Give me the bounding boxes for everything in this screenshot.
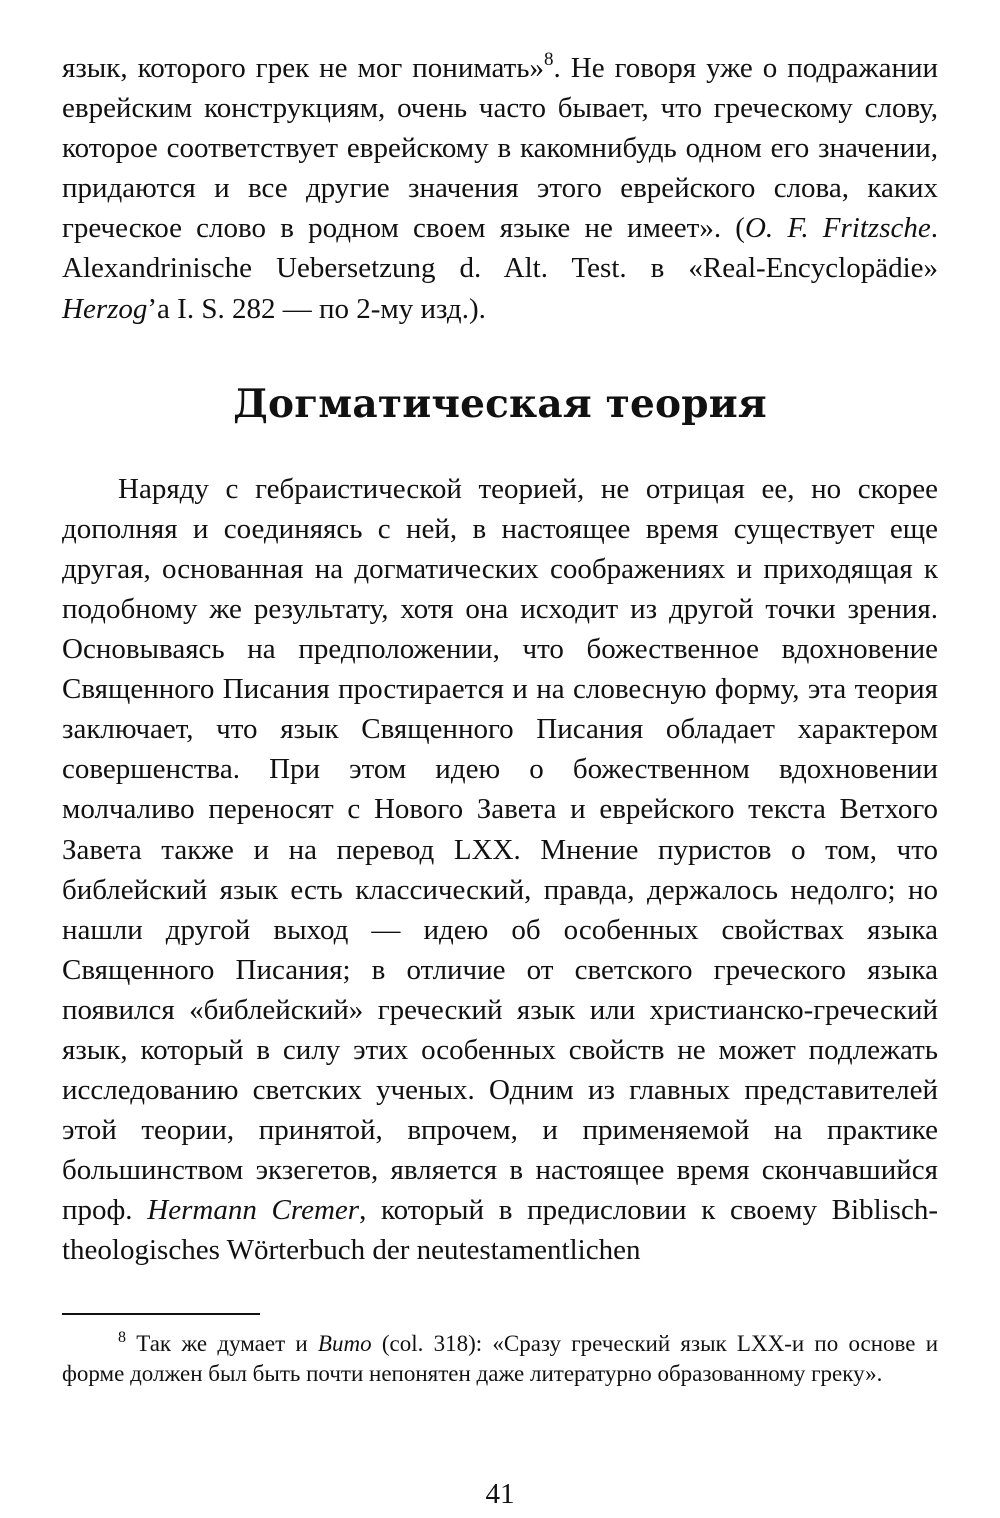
footnote-divider: [62, 1313, 260, 1315]
footnote-number: 8: [118, 1328, 126, 1346]
footnote: [62, 1329, 938, 1389]
body-paragraph: [62, 469, 938, 1271]
author-citation: O. F. Fritzsche: [744, 212, 931, 245]
footnote-vito: Вито: [317, 1330, 372, 1356]
body-text-1: Наряду с гебраистической теорией, не отрицая ее, но скорее дополняя и соединяясь с ней, в настоящее время существует еще другая, основанная на догматических соображениях и приходящая к подобному же результату, хотя она исходит из другой точки зрения. Основываясь на предположении, что божественное вдохновение Священного Писания простирается и на словесную форму, эта теория заключает, что язык Священного Писания обладает характером совершенства. При этом идею о божественном вдохновении молчаливо переносят с Нового Завета и еврейского текста Ветхого Завета также и на перевод LXX. Мнение пуристов о том, что библейский язык есть классический, правда, держалось недолго; но нашли другой выход — идею об особенных свойствах языка Священного Писания; в отличие от светского греческого языка появился «библейский» греческий язык или христианско-греческий язык, который в силу этих особенных свойств не может подлежать исследованию светских ученых. Одним из главных представителей этой теории, принятой, впрочем, и применяемой на практике большинством экзегетов, является в настоящее время скончавшийся проф.: [62, 472, 938, 1227]
section-title: Догматическая теория: [233, 380, 767, 427]
footnote-text-2: (col. 318): «Сразу греческий язык LXX-и по основе и форме должен был быть почти непонятен даже литературно образованному греку».: [62, 1330, 939, 1386]
page-content: [62, 48, 938, 1389]
intro-text-4: ’а I. S. 282 — по 2-му изд.).: [147, 292, 486, 325]
page-number: 41: [485, 1478, 515, 1510]
intro-text-1: язык, которого грек не мог понимать»: [62, 52, 545, 84]
footnote-text-1: Так же думает и: [126, 1330, 318, 1356]
intro-text-2: . Не говоря уже о подражании еврейским конструкциям, очень часто бывает, что греческому слову, которое соответствует еврейскому в какомнибудь одном его значении, придаются и все другие значения этого еврейского слова, каких греческое слово в родном своем языке не имеет». (: [62, 52, 938, 245]
body-text-2: , который в предисловии к своему Biblisch-theologisches Wörterbuch der neutestamentlichen: [62, 1194, 938, 1267]
herzog-citation: Herzog: [62, 292, 148, 325]
intro-paragraph: [62, 48, 938, 329]
footnote-reference[interactable]: 8: [544, 49, 554, 71]
intro-text-3: . Alexandrinische Uebersetzung d. Alt. Test. в «Real-Encyclopädie»: [62, 212, 938, 285]
cremer-citation: Hermann Cremer: [147, 1194, 360, 1227]
